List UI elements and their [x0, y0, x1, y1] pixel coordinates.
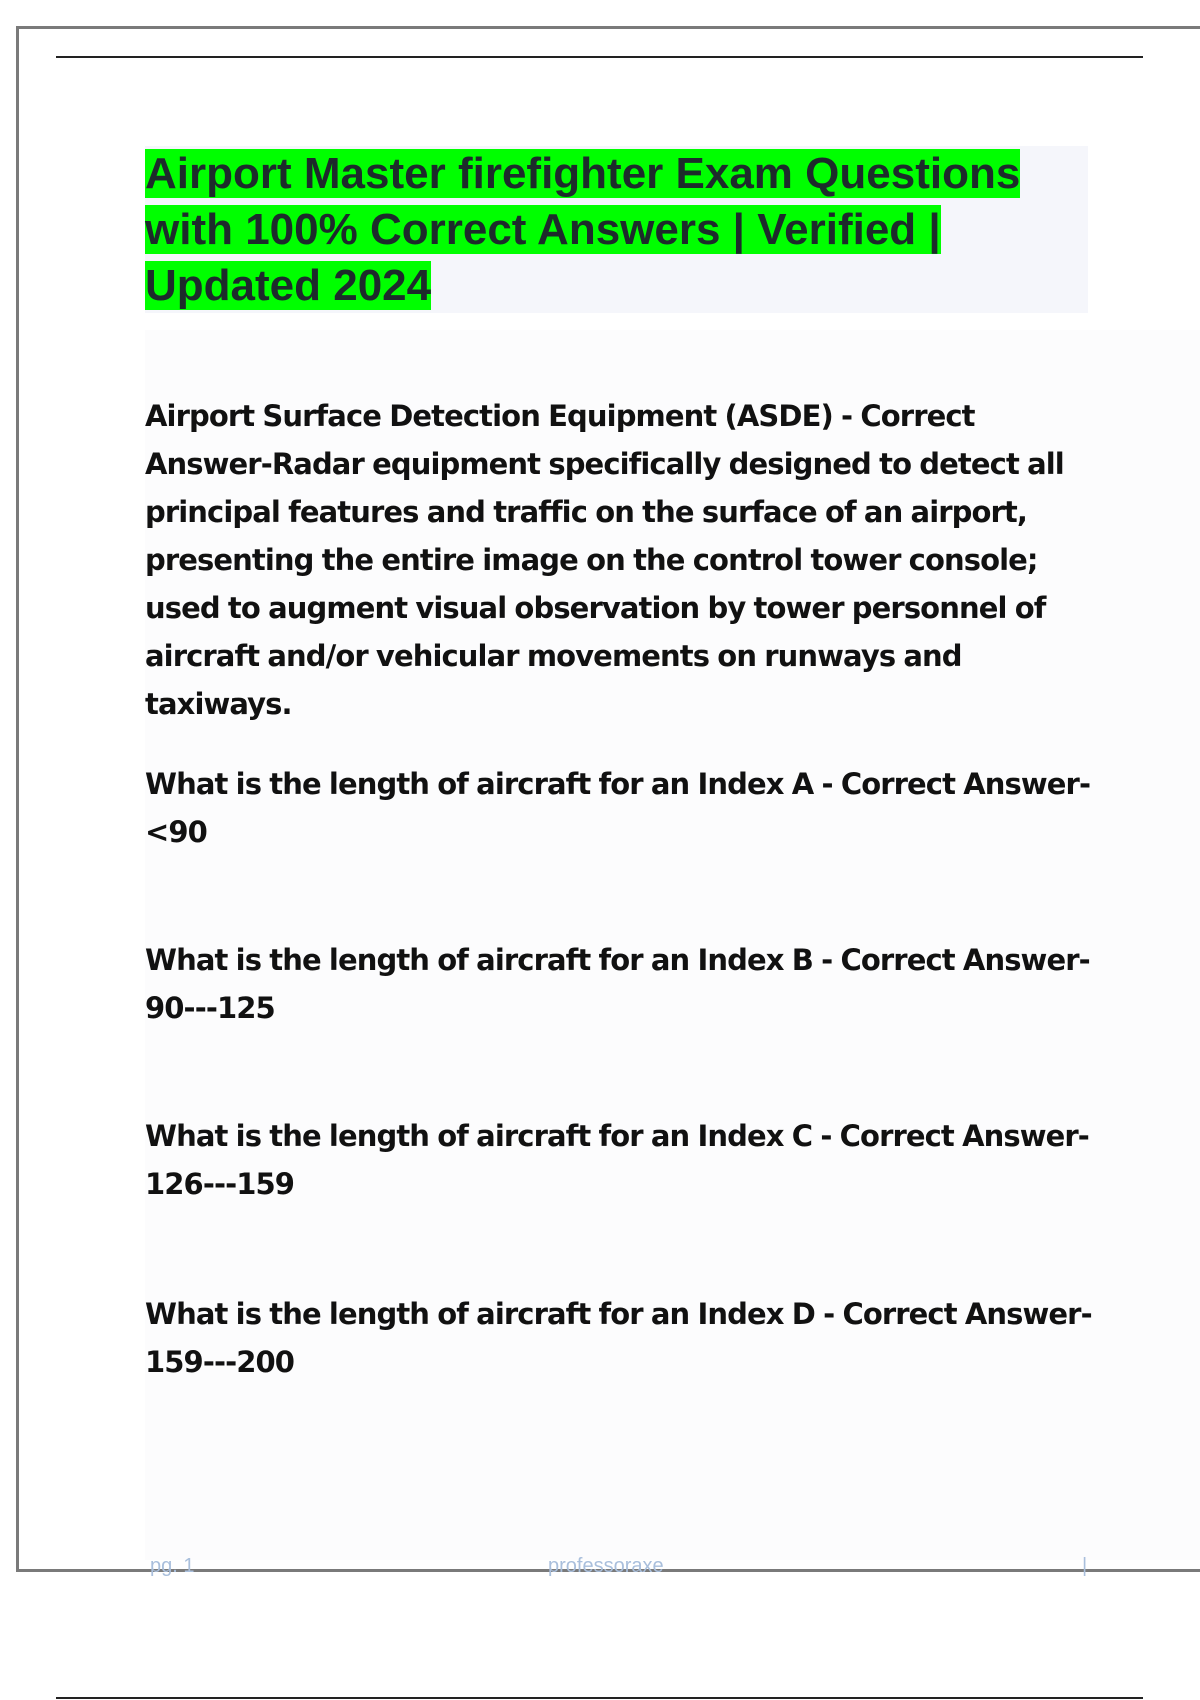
footer-author: professoraxe [548, 1555, 664, 1577]
document-title [145, 146, 1085, 314]
entry-index-b: What is the length of aircraft for an Index B - Correct Answer-90---125 [145, 943, 1090, 1025]
footer-page-number: pg. 1 [150, 1555, 195, 1577]
entry-asde: Airport Surface Detection Equipment (ASDE) - Correct Answer-Radar equipment specifically designed to detect all principal features and traffic on the surface of an airport, presenting the entire image on the control tower console; used to augment visual observation by tower personnel of aircraft and/or vehicular movements on runways and taxiways. [145, 399, 1064, 721]
entry-index-a: What is the length of aircraft for an Index A - Correct Answer-<90 [145, 767, 1091, 849]
entry-index-c: What is the length of aircraft for an Index C - Correct Answer-126---159 [145, 1119, 1089, 1201]
footer-separator: | [1082, 1555, 1088, 1577]
header-rule [56, 56, 1143, 58]
title-highlight: Airport Master firefighter Exam Questions with 100% Correct Answers | Verified | Updated 2024 [145, 149, 1021, 310]
bottom-rule [56, 1697, 1143, 1699]
entry-index-d: What is the length of aircraft for an Index D - Correct Answer-159---200 [145, 1297, 1092, 1379]
